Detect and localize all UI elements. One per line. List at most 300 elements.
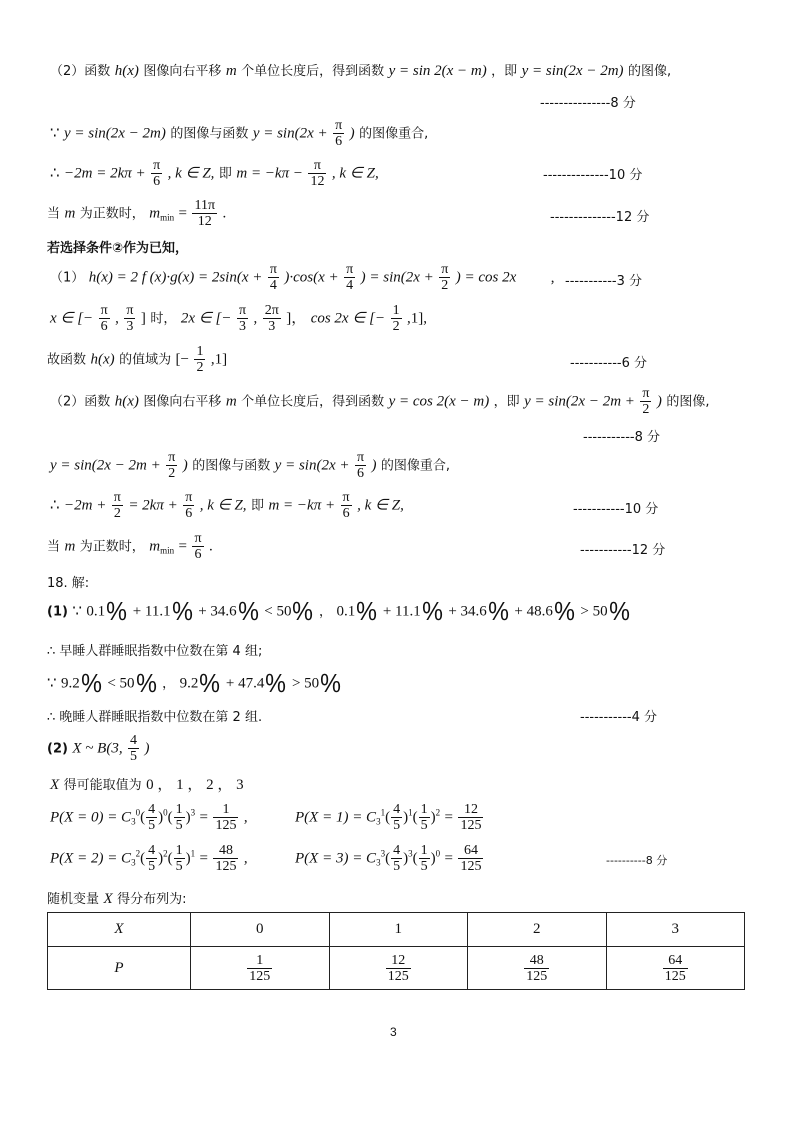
math: ) = cos 2x xyxy=(455,269,517,286)
table-cell xyxy=(468,913,607,947)
subscript: min xyxy=(160,545,175,556)
math: + 34.6 xyxy=(198,603,237,620)
fraction xyxy=(174,843,185,874)
denominator: 125 xyxy=(526,968,548,984)
denominator: 2 xyxy=(441,278,449,293)
because-symbol: ∵ xyxy=(47,675,57,692)
text: ， xyxy=(319,604,333,620)
percent-sign: % xyxy=(135,668,157,698)
score-8-c: ----------8 分 xyxy=(606,854,668,867)
numerator: 48 xyxy=(213,843,238,859)
fraction xyxy=(247,953,272,984)
denominator: 125 xyxy=(664,968,686,984)
numerator: π xyxy=(342,490,350,505)
numerator: 11π xyxy=(194,198,216,213)
math: = xyxy=(444,850,453,867)
fraction xyxy=(151,158,162,189)
percent-sign: % xyxy=(265,668,287,698)
fraction xyxy=(439,262,450,293)
math: m xyxy=(149,538,161,555)
math: m xyxy=(225,63,237,79)
math: < 50 xyxy=(107,675,135,692)
percent-sign: % xyxy=(106,596,128,626)
fraction xyxy=(213,802,238,833)
condition-2-heading: 若选择条件②作为已知， xyxy=(47,241,189,256)
fraction xyxy=(99,303,110,334)
fraction xyxy=(194,344,205,375)
math: ] xyxy=(140,310,146,327)
numerator: π xyxy=(308,158,326,174)
math: P(X = 0) = C xyxy=(50,809,132,826)
math: + 11.1 xyxy=(132,603,171,620)
math: ) xyxy=(349,125,355,142)
table-cell xyxy=(329,947,468,990)
math: + 34.6 xyxy=(448,603,487,620)
percent-sign: % xyxy=(199,668,221,698)
text: 即 xyxy=(218,166,232,182)
denominator: 125 xyxy=(460,859,482,874)
denominator: 12 xyxy=(197,214,212,229)
denominator: 5 xyxy=(130,749,138,764)
superscript: 2 xyxy=(135,848,141,859)
text: （1） xyxy=(50,270,85,286)
math: cos 2x ∈ [− xyxy=(310,310,386,327)
text: 随机变量 xyxy=(47,892,100,907)
score-6: -----------6 分 xyxy=(570,356,648,371)
fraction xyxy=(391,843,402,874)
percent-sign: % xyxy=(320,668,342,698)
subscript: 3 xyxy=(376,857,381,868)
subscript: 3 xyxy=(131,816,136,827)
numerator: 4 xyxy=(148,843,156,858)
numerator: π xyxy=(642,386,650,401)
text: , xyxy=(243,809,248,826)
cell-text: 0 xyxy=(256,921,264,937)
text: 当 xyxy=(47,206,61,222)
table-cell xyxy=(606,947,745,990)
cell-text: 1 xyxy=(394,921,402,937)
numerator: π xyxy=(168,450,176,465)
numerator: 1 xyxy=(213,802,238,818)
score-3: -----------3 分 xyxy=(565,274,643,289)
line-mmin-2 xyxy=(47,531,213,562)
fraction xyxy=(419,802,430,833)
line-solve-m-2 xyxy=(50,490,404,521)
math: ( xyxy=(412,850,418,867)
text: 的图像, xyxy=(666,394,710,410)
text: 故函数 xyxy=(47,352,87,368)
numerator: 12 xyxy=(386,953,411,969)
line-coincide-2 xyxy=(50,450,450,481)
score-4: -----------4 分 xyxy=(580,710,658,725)
percent-sign: % xyxy=(608,596,630,626)
numerator: π xyxy=(100,303,108,318)
text: (1) xyxy=(47,604,68,620)
table-cell xyxy=(606,913,745,947)
line-binomial xyxy=(47,733,149,764)
denominator: 5 xyxy=(420,859,428,874)
page-number: 3 xyxy=(390,1025,397,1039)
table-cell xyxy=(468,947,607,990)
math: y = cos 2(x − m) xyxy=(388,393,490,410)
numerator: π xyxy=(238,303,247,318)
text: 图像向右平移 xyxy=(143,64,222,79)
math: , k ∈ Z, xyxy=(167,165,215,182)
line-shift-cond1 xyxy=(50,60,671,80)
table-cell xyxy=(48,947,191,990)
math: ) xyxy=(185,809,191,826)
therefore-symbol: ∴ xyxy=(50,165,60,182)
denominator: 6 xyxy=(153,174,161,189)
math: ( xyxy=(412,809,418,826)
text: . xyxy=(209,538,213,555)
math: + 47.4 xyxy=(225,675,265,692)
percent-sign: % xyxy=(237,596,259,626)
text: （2）函数 xyxy=(50,64,111,79)
percent-sign: % xyxy=(421,596,443,626)
percent-sign: % xyxy=(80,668,102,698)
line-h-simplify xyxy=(50,262,554,293)
prob-x1 xyxy=(295,802,484,833)
numerator: π xyxy=(335,118,343,133)
numerator: 12 xyxy=(458,802,483,818)
math: = xyxy=(199,809,208,826)
denominator: 2 xyxy=(392,319,400,334)
math: ) xyxy=(158,809,164,826)
math: = 2kπ + xyxy=(128,497,178,514)
numerator: 4 xyxy=(393,843,401,858)
math: ) xyxy=(403,850,409,867)
numerator: 1 xyxy=(420,843,428,858)
numerator: 2π xyxy=(264,303,279,318)
percent-sign: % xyxy=(356,596,378,626)
score-10-b: -----------10 分 xyxy=(573,502,659,517)
fraction xyxy=(386,953,411,984)
text: 的值域为 xyxy=(119,352,172,368)
math: P(X = 1) = C xyxy=(295,809,377,826)
math: m xyxy=(225,393,237,410)
line-late-sleep-compare xyxy=(47,668,342,699)
line-early-median: ∴ 早睡人群睡眠指数中位数在第 4 组; xyxy=(47,644,263,659)
math: h(x) xyxy=(90,351,115,368)
superscript: 3 xyxy=(190,807,196,818)
denominator: 5 xyxy=(393,859,401,874)
math: 2x ∈ [− xyxy=(180,310,232,327)
superscript: 1 xyxy=(380,807,386,818)
numerator: π xyxy=(153,158,161,173)
math: ) xyxy=(185,850,191,867)
percent-sign: % xyxy=(487,596,509,626)
fraction xyxy=(166,450,177,481)
fraction xyxy=(237,303,248,334)
math: ) xyxy=(182,457,188,474)
superscript: 0 xyxy=(135,807,141,818)
math: ( xyxy=(140,850,146,867)
math: = xyxy=(178,538,188,555)
math: ,1] xyxy=(210,351,228,368)
text: 的图像重合, xyxy=(380,458,451,474)
denominator: 12 xyxy=(310,174,325,189)
numerator: π xyxy=(269,262,277,277)
text: 当 xyxy=(47,539,61,555)
denominator: 2 xyxy=(113,506,121,521)
denominator: 5 xyxy=(175,859,183,874)
fraction xyxy=(192,531,203,562)
math: ) = sin(2x + xyxy=(360,269,434,286)
denominator: 125 xyxy=(215,859,237,874)
text: 的图像与函数 xyxy=(170,126,249,142)
score-8-b: -----------8 分 xyxy=(583,430,661,445)
numerator: 1 xyxy=(196,344,204,359)
text: 的图像重合, xyxy=(359,126,429,142)
denominator: 6 xyxy=(342,506,350,521)
superscript: 3 xyxy=(380,848,386,859)
score-12-b: -----------12 分 xyxy=(580,543,666,558)
text: （2）函数 xyxy=(50,394,111,410)
math: X xyxy=(50,777,60,793)
percent-sign: % xyxy=(292,596,314,626)
denominator: 5 xyxy=(393,818,401,833)
math: y = sin(2x + xyxy=(252,125,328,142)
cell-text: P xyxy=(114,959,124,976)
denominator: 5 xyxy=(148,818,156,833)
numerator: 64 xyxy=(458,843,483,859)
line-range xyxy=(47,344,227,375)
math: < 50 xyxy=(264,603,292,620)
numerator: π xyxy=(441,262,449,277)
numerator: 1 xyxy=(247,953,272,969)
because-symbol: ∵ xyxy=(50,125,60,142)
math: X ~ B(3, xyxy=(72,740,123,757)
math: = xyxy=(178,205,188,222)
denominator: 6 xyxy=(356,466,364,481)
text: 图像向右平移 xyxy=(143,394,222,410)
table-cell xyxy=(48,913,191,947)
math: m xyxy=(64,538,76,555)
denominator: 125 xyxy=(215,818,237,833)
math: y = sin(2x − 2m + xyxy=(50,457,161,474)
text: 得可能取值为 xyxy=(63,778,142,793)
line-solve-m-1 xyxy=(50,158,379,189)
fraction xyxy=(213,843,238,874)
denominator: 2 xyxy=(196,360,204,375)
text: , xyxy=(550,269,555,286)
text: , xyxy=(243,850,248,867)
table-row xyxy=(48,947,745,990)
numerator: π xyxy=(346,262,354,277)
line-late-median: ∴ 晚睡人群睡眠指数中位数在第 2 组. xyxy=(47,710,263,725)
denominator: 125 xyxy=(249,968,271,984)
text: 个单位长度后，得到函数 xyxy=(241,394,385,410)
math: ( xyxy=(167,809,173,826)
math: m = −kπ − xyxy=(236,165,303,182)
math: ) xyxy=(371,457,377,474)
numerator: π xyxy=(126,303,134,318)
superscript: 2 xyxy=(435,807,441,818)
denominator: 2 xyxy=(642,402,650,417)
math: > 50 xyxy=(580,603,608,620)
fraction xyxy=(391,802,402,833)
math: , k ∈ Z, xyxy=(357,497,404,514)
denominator: 6 xyxy=(185,506,193,521)
fraction xyxy=(263,303,281,334)
numerator: 1 xyxy=(175,802,183,817)
superscript: 3 xyxy=(408,848,413,859)
numerator: π xyxy=(194,531,202,546)
numerator: 64 xyxy=(663,953,688,969)
denominator: 2 xyxy=(168,466,176,481)
fraction xyxy=(640,386,651,417)
denominator: 4 xyxy=(346,278,354,293)
text: (2) xyxy=(47,741,68,757)
fraction xyxy=(344,262,355,293)
math: X xyxy=(103,891,113,907)
math: , xyxy=(115,310,119,327)
denominator: 6 xyxy=(100,319,108,334)
percent-sign: % xyxy=(171,596,193,626)
prob-x3 xyxy=(295,843,484,874)
text: ， xyxy=(162,676,176,692)
math: 9.2 xyxy=(61,675,80,692)
math: ) xyxy=(430,809,436,826)
math: y = sin(2x − 2m) xyxy=(521,63,624,79)
math: m xyxy=(149,205,161,222)
denominator: 6 xyxy=(335,134,343,149)
line-distribution-intro xyxy=(47,888,186,908)
math: + 11.1 xyxy=(382,603,421,620)
fraction xyxy=(663,953,688,984)
math: y = sin(2x − 2m) xyxy=(64,125,166,142)
math: h(x) xyxy=(114,63,139,79)
text: 为正数时， xyxy=(79,539,145,555)
fraction xyxy=(458,802,483,833)
fraction xyxy=(524,953,549,984)
distribution-table xyxy=(47,912,745,990)
math: x ∈ [− xyxy=(50,310,94,327)
math: ( xyxy=(167,850,173,867)
math: m = −kπ + xyxy=(268,497,336,514)
fraction xyxy=(458,843,483,874)
text: 时， xyxy=(150,311,177,327)
superscript: 0 xyxy=(163,807,168,818)
math: , k ∈ Z, xyxy=(199,497,247,514)
math: ( xyxy=(385,809,391,826)
math: )·cos(x + xyxy=(284,269,339,286)
therefore-symbol: ∴ xyxy=(50,497,60,514)
fraction xyxy=(391,303,402,334)
denominator: 5 xyxy=(420,818,428,833)
denominator: 3 xyxy=(239,319,246,334)
score-10-a: --------------10 分 xyxy=(543,168,643,183)
math: = xyxy=(444,809,453,826)
line-coincide-1 xyxy=(50,118,428,149)
fraction xyxy=(128,733,139,764)
math: 9.2 xyxy=(179,675,199,692)
cell-text: 3 xyxy=(671,921,679,937)
math: ( xyxy=(385,850,391,867)
numerator: 1 xyxy=(420,802,428,817)
denominator: 3 xyxy=(268,319,276,334)
line-early-sleep-compare xyxy=(47,596,631,627)
math: ) xyxy=(403,809,409,826)
math: ) xyxy=(430,850,436,867)
math: y = sin 2(x − m) xyxy=(388,63,487,79)
cell-text: X xyxy=(114,921,124,937)
text: . xyxy=(222,205,227,222)
fraction xyxy=(268,262,279,293)
math: y = sin(2x − 2m + xyxy=(524,393,635,410)
math: −2m + xyxy=(64,497,107,514)
score-12-a: --------------12 分 xyxy=(550,210,650,225)
math: m xyxy=(64,205,76,222)
math: ) xyxy=(158,850,164,867)
text: 个单位长度后，得到函数 xyxy=(241,64,385,79)
fraction xyxy=(146,802,157,833)
math: ) xyxy=(144,740,150,757)
numerator: 1 xyxy=(392,303,400,318)
math: P(X = 2) = C xyxy=(50,850,132,867)
cell-text: 2 xyxy=(533,921,541,937)
numerator: π xyxy=(356,450,365,465)
math: h(x) = 2 f (x)·g(x) = 2sin(x + xyxy=(88,269,263,286)
line-shift-cond2 xyxy=(50,386,709,417)
table-row xyxy=(48,913,745,947)
line-possible-values xyxy=(50,773,244,794)
math: > 50 xyxy=(291,675,320,692)
text: 的图像与函数 xyxy=(192,458,271,474)
math: ,1], xyxy=(407,310,428,327)
denominator: 4 xyxy=(269,278,277,293)
math: h(x) xyxy=(114,393,139,410)
denominator: 5 xyxy=(175,818,183,833)
question-18-heading: 18. 解: xyxy=(47,576,90,591)
math: −2m = 2kπ + xyxy=(64,165,146,182)
superscript: 2 xyxy=(163,848,168,859)
fraction xyxy=(174,802,185,833)
fraction xyxy=(333,118,344,149)
fraction xyxy=(355,450,366,481)
denominator: 125 xyxy=(387,968,409,984)
math: ]， xyxy=(286,310,307,327)
fraction xyxy=(192,198,217,229)
table-cell xyxy=(191,913,330,947)
math: P(X = 3) = C xyxy=(295,850,377,867)
superscript: 0 xyxy=(435,848,441,859)
fraction xyxy=(112,490,123,521)
numerator: π xyxy=(185,490,193,505)
text: 即 xyxy=(251,498,265,514)
text: 为正数时， xyxy=(79,206,145,222)
fraction xyxy=(419,843,430,874)
math: , k ∈ Z, xyxy=(331,165,379,182)
math: + 48.6 xyxy=(514,603,553,620)
superscript: 1 xyxy=(190,848,196,859)
subscript: 3 xyxy=(376,816,381,827)
numerator: 1 xyxy=(175,843,183,858)
numerator: π xyxy=(113,490,121,505)
numerator: 48 xyxy=(524,953,549,969)
text: ，即 xyxy=(491,64,518,79)
numerator: 4 xyxy=(148,802,156,817)
math: ) xyxy=(656,393,662,410)
math: ( xyxy=(140,809,146,826)
fraction xyxy=(146,843,157,874)
line-mmin-1 xyxy=(47,198,226,229)
table-cell xyxy=(329,913,468,947)
subscript: min xyxy=(160,212,175,223)
line-x-range xyxy=(50,303,427,334)
math: = xyxy=(199,850,208,867)
